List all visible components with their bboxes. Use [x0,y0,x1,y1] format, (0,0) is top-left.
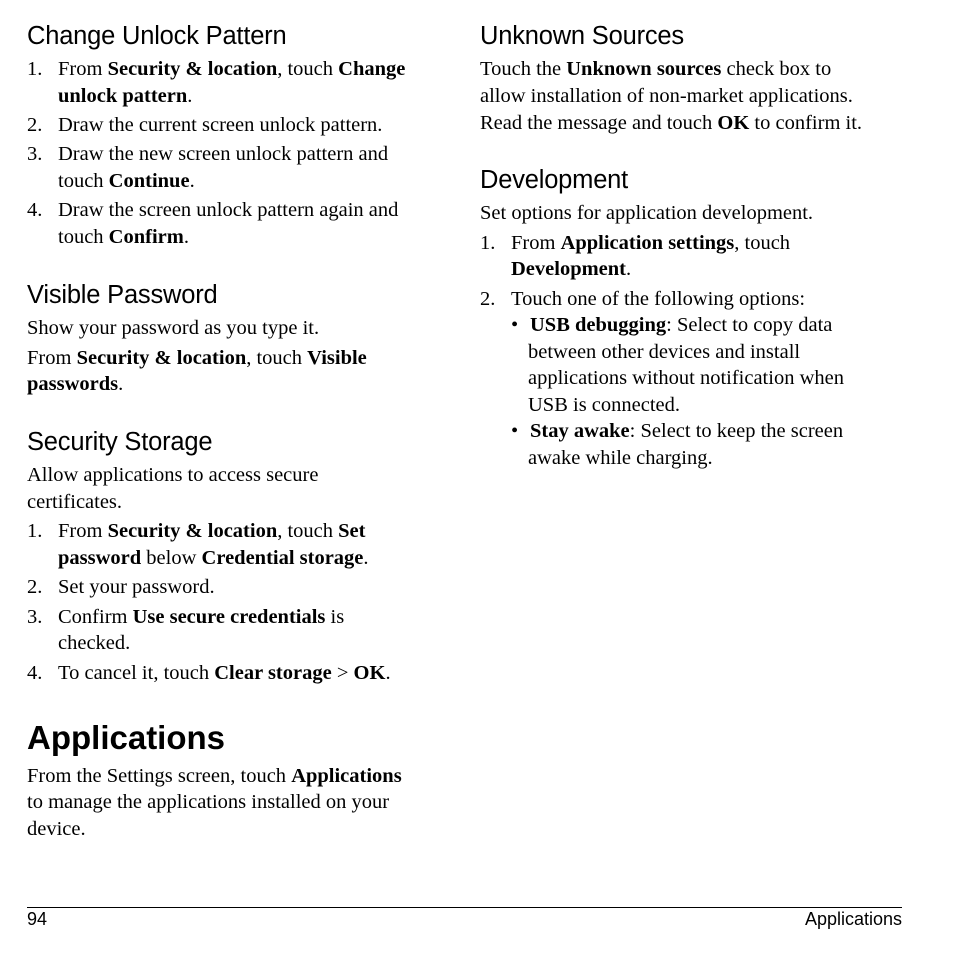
text: Confirm [58,606,133,628]
bold-text: Clear storage [214,662,332,684]
step-number: 1. [480,232,496,254]
bold-text: Change [338,58,406,80]
text: . [189,170,195,192]
bold-text: Unknown sources [566,58,722,80]
text: , touch [277,58,339,80]
change-unlock-heading: Change Unlock Pattern [27,22,287,50]
bold-text: Security & location [107,520,278,542]
step-text: Set your password. [58,576,215,598]
applications-line-3: device. [27,818,86,840]
text: to confirm it. [749,112,863,134]
visible-password-heading: Visible Password [27,281,218,309]
text: > [331,662,354,684]
text: touch [58,226,109,248]
page-number: 94 [27,909,48,929]
applications-line-1 [27,763,402,790]
unknown-sources-line-1 [480,56,831,83]
unknown-sources-line-3 [480,110,862,137]
text: . [363,547,369,569]
step-number: 1. [27,58,43,80]
text: From the Settings screen, touch [27,765,292,787]
footer-divider [27,907,902,908]
bold-text: Set [338,520,366,542]
option-text: USB is connected. [528,394,681,416]
step-number: 2. [27,114,43,136]
step-text: Draw the screen unlock pattern again and [58,199,399,221]
development-intro: Set options for application development. [480,202,814,224]
bold-text: Security & location [107,58,278,80]
step-text: checked. [58,632,131,654]
text: , touch [277,520,339,542]
text: . [626,258,632,280]
bold-text: unlock pattern [58,85,188,107]
footer-section-title: Applications [804,909,902,929]
visible-password-line [27,345,367,372]
bold-text: Application settings [560,232,735,254]
step-number: 3. [27,606,43,628]
text: Touch the [480,58,567,80]
text: . [187,85,193,107]
step-text: Draw the new screen unlock pattern and [58,143,389,165]
bullet-icon: • [511,420,519,442]
step-number: 4. [27,662,43,684]
text: : Select to keep the screen [629,420,844,442]
bullet-icon: • [511,314,519,336]
text: From [58,520,108,542]
bold-text: Use secure credentials [132,606,326,628]
text: To cancel it, touch [58,662,215,684]
bold-text: Credential storage [201,547,364,569]
text: below [141,547,202,569]
text: is [325,606,345,628]
bold-text: Visible [307,347,367,369]
step-text: Draw the current screen unlock pattern. [58,114,383,136]
step-text: Touch one of the following options: [511,288,806,310]
text: From [27,347,77,369]
step-number: 4. [27,199,43,221]
text: check box to [721,58,832,80]
applications-heading: Applications [27,719,226,756]
step-number: 2. [27,576,43,598]
bold-text: Confirm [108,226,184,248]
step-number: 1. [27,520,43,542]
bold-text: Continue [108,170,190,192]
text: Read the message and touch [480,112,718,134]
bold-text: OK [717,112,750,134]
step-number: 2. [480,288,496,310]
unknown-sources-heading: Unknown Sources [480,22,684,50]
text: : Select to copy data [666,314,833,336]
bold-text: Security & location [76,347,247,369]
text: , touch [734,232,791,254]
option-text: between other devices and install [528,341,801,363]
text: . [385,662,391,684]
unknown-sources-line-2: allow installation of non-market applications. [480,85,853,107]
bold-text: USB debugging [530,314,667,336]
step-number: 3. [27,143,43,165]
security-storage-intro-2: certificates. [27,491,123,513]
option-text: awake while charging. [528,447,713,469]
bold-text: Applications [291,765,402,787]
bold-text: passwords [27,373,119,395]
text: touch [58,170,109,192]
bold-text: Development [511,258,627,280]
text: , touch [246,347,308,369]
bold-text: Stay awake [530,420,630,442]
security-storage-heading: Security Storage [27,428,213,456]
development-heading: Development [480,166,629,194]
option-text: applications without notification when [528,367,844,389]
text: . [183,226,189,248]
text: From [58,58,108,80]
visible-password-intro: Show your password as you type it. [27,317,320,339]
bold-text: OK [353,662,386,684]
applications-line-2: to manage the applications installed on your [27,791,390,813]
text: From [511,232,561,254]
security-storage-intro: Allow applications to access secure [27,464,319,486]
bold-text: password [58,547,142,569]
text: . [118,373,124,395]
